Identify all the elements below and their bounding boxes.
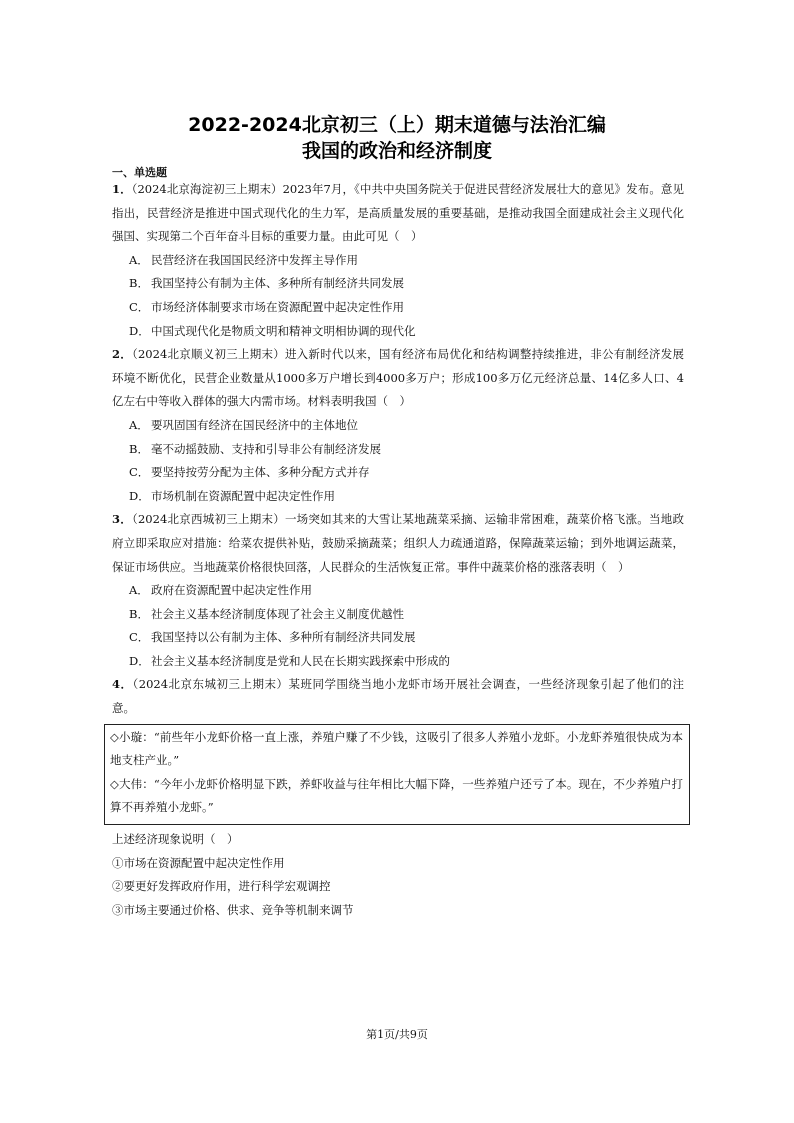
document-title: 2022-2024北京初三（上）期末道德与法治汇编 — [188, 114, 606, 136]
option-list — [112, 249, 684, 343]
option-list — [112, 414, 684, 508]
option-d[interactable]: D．中国式现代化是物质文明和精神文明相协调的现代化 — [129, 323, 416, 338]
option-a[interactable]: A． 民营经济在我国国民经济中发挥主导作用 — [129, 252, 358, 267]
question-number: 2． — [112, 347, 132, 362]
option-c[interactable]: C． 我国坚持以公有制为主体、多种所有制经济共同发展 — [129, 630, 416, 645]
question-stem: （2024北京顺义初三上期末）进入新时代以来，国有经济布局优化和结构调整持续推进，非公有制经济发展环境不断优化，民营企业数量从1000多万户增长到4000多万户；形成100多万亿元经济总量、14亿多人口、4亿左右中等收入群体的强大内需市场。材料表明我国（ ） — [112, 347, 684, 409]
questions-container — [112, 178, 684, 922]
statement-2: ②要更好发挥政府作用，进行科学宏观调控 — [112, 879, 331, 894]
question-stem: （2024北京海淀初三上期末）2023年7月，《中共中央国务院关于促进民营经济发展壮大的意见》发布。意见指出，民营经济是推进中国式现代化的生力军，是高质量发展的重要基础，是推动我国全面建成社会主义现代化强国、实现第二个百年奋斗目标的重要力量。由此可见（ ） — [112, 182, 684, 244]
question-prompt: 上述经济现象说明（ ） — [112, 832, 239, 847]
material-quote-xiaoxuan: ◇小璇：“前些年小龙虾价格一直上涨，养殖户赚了不少钱，这吸引了很多人养殖小龙虾。小龙虾养殖很快成为本地支柱产业。” — [110, 729, 683, 768]
section-heading: 一、单选题 — [112, 166, 167, 179]
option-a[interactable]: A． 要巩固国有经济在国民经济中的主体地位 — [129, 417, 358, 432]
question-1 — [112, 178, 684, 343]
option-b[interactable]: B． 毫不动摇鼓励、支持和引导非公有制经济发展 — [129, 441, 381, 456]
option-a[interactable]: A． 政府在资源配置中起决定性作用 — [129, 583, 312, 598]
option-d[interactable]: D．社会主义基本经济制度是党和人民在长期实践探索中形成的 — [129, 653, 450, 668]
question-stem: （2024北京西城初三上期末）一场突如其来的大雪让某地蔬菜采摘、运输非常困难，蔬菜价格飞涨。当地政府立即采取应对措施：给菜农提供补贴，鼓励采摘蔬菜；组织人力疏通道路，保障蔬菜运输；到外地调运蔬菜，保证市场供应。当地蔬菜价格很快回落，人民群众的生活恢复正常。事件中蔬菜价格的涨落表明（ ） — [112, 512, 684, 574]
question-number: 1． — [112, 182, 132, 196]
statement-3: ③市场主要通过价格、供求、竞争等机制来调节 — [112, 902, 354, 917]
question-2 — [112, 343, 684, 508]
material-quote-dawei: ◇大伟：“今年小龙虾价格明显下跌，养虾收益与往年相比大幅下降，一些养殖户还亏了本。现在，不少养殖户打算不再养殖小龙虾。” — [110, 776, 683, 815]
question-3 — [112, 508, 684, 673]
option-c[interactable]: C． 要坚持按劳分配为主体、多种分配方式并存 — [129, 465, 370, 480]
option-b[interactable]: B． 社会主义基本经济制度体现了社会主义制度优越性 — [129, 606, 404, 621]
material-box — [104, 724, 690, 825]
question-stem: （2024北京东城初三上期末）某班同学围绕当地小龙虾市场开展社会调查，一些经济现象引起了他们的注意。 — [112, 677, 684, 716]
document-subtitle: 我国的政治和经济制度 — [301, 140, 492, 162]
statement-1: ①市场在资源配置中起决定性作用 — [112, 855, 285, 870]
page-number: 第1页/共9页 — [366, 1028, 428, 1041]
option-d[interactable]: D．市场机制在资源配置中起决定性作用 — [129, 488, 335, 503]
option-c[interactable]: C． 市场经济体制要求市场在资源配置中起决定性作用 — [129, 299, 404, 314]
question-4 — [112, 673, 684, 922]
option-list — [112, 579, 684, 673]
question-number: 3． — [112, 512, 132, 527]
option-b[interactable]: B． 我国坚持公有制为主体、多种所有制经济共同发展 — [129, 276, 404, 291]
question-number: 4． — [112, 677, 133, 692]
